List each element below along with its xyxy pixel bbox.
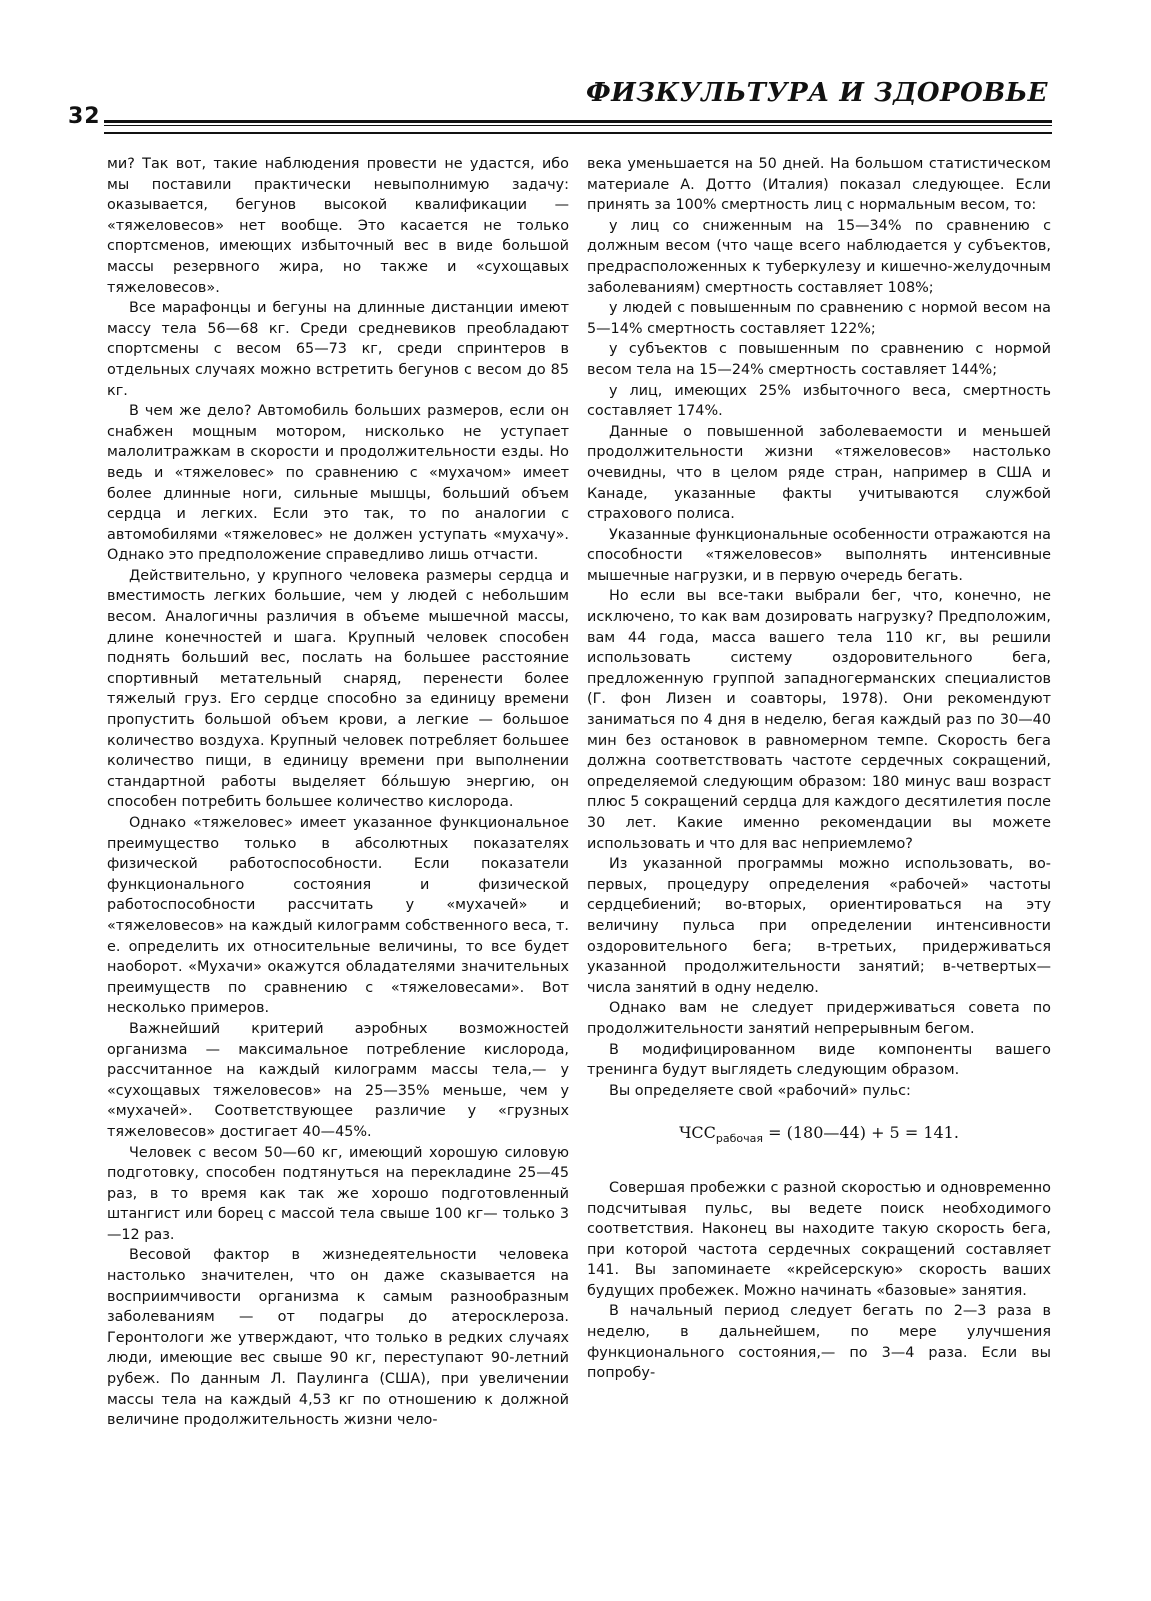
paragraph: у людей с повышенным по сравнению с нормой весом на 5—14% смертность составляет 122%; bbox=[587, 300, 1051, 337]
paragraph: Однако «тяжеловес» имеет указанное функциональное преимущество только в абсолютных показателях физической работоспособности. Если показатели функционального состояния и физической работоспособности рассчитать у «мухачей» и «тяжеловесов» на каждый килограмм собственного веса, т. е. определить их относительные величины, то все будет наоборот. «Мухачи» окажутся обладателями значительных преимуществ по сравнению с «тяжеловесами». Вот несколько примеров. bbox=[107, 815, 569, 1017]
formula-symbol: ЧСС bbox=[679, 1123, 716, 1143]
paragraph: ми? Так вот, такие наблюдения провести не удастся, ибо мы поставили практически невыполнимую задачу: оказывается, бегунов высокой квалификации — «тяжеловесов» нет вообще. Это касается не только спортсменов, имеющих избыточный вес в виде большой массы резервного жира, но также и «сухощавых тяжеловесов». bbox=[107, 156, 569, 296]
paragraph: Но если вы все-таки выбрали бег, что, конечно, не исключено, то как вам дозировать нагрузку? Предположим, вам 44 года, масса вашего тела 110 кг, вы решили использовать систему оздоровительного бега, предложенную группой западногерманских специалистов (Г. фон Лизен и соавторы, 1978). Они рекомендуют заниматься по 4 дня в неделю, бегая каждый раз по 30—40 мин без остановок в равномерном темпе. Скорость бега должна соответствовать частоте сердечных сокращений, определяемой следующим образом: 180 минус ваш возраст плюс 5 сокращений сердца для каждого десятилетия после 30 лет. Какие именно рекомендации вы можете использовать и что для вас неприемлемо? bbox=[587, 588, 1051, 852]
paragraph: Данные о повышенной заболеваемости и меньшей продолжительности жизни «тяжеловесов» настолько очевидны, что в целом ряде стран, например в США и Канаде, указанные факты учитываются службой страхового полиса. bbox=[587, 423, 1051, 523]
paragraph: В чем же дело? Автомобиль больших размеров, если он снабжен мощным мотором, нисколько не уступает малолитражкам в скорости и продолжительности езды. Но ведь и «тяжеловес» по сравнению с «мухачом» имеет более длинные ноги, сильные мышцы, больший объем сердца и легких. Если это так, то по аналогии с автомобилями «тяжеловес» не должен уступать «мухачу». Однако это предположение справедливо лишь отчасти. bbox=[107, 403, 569, 564]
header-rule bbox=[104, 120, 1052, 134]
right-column bbox=[587, 154, 1051, 1384]
page-header bbox=[68, 78, 1052, 134]
page-number: 32 bbox=[68, 104, 101, 129]
formula-subscript: рабочая bbox=[715, 1132, 764, 1146]
paragraph: Указанные функциональные особенности отражаются на способности «тяжеловесов» выполнять интенсивные мышечные нагрузки, и в первую очередь бегать. bbox=[587, 526, 1051, 584]
paragraph: Действительно, у крупного человека размеры сердца и вместимость легких большие, чем у людей с небольшим весом. Аналогичны различия в объеме мышечной массы, длине конечностей и шага. Крупный человек способен поднять больший вес, послать на большее расстояние спортивный метательный снаряд, перенести более тяжелый груз. Его сердце способно за единицу времени пропустить большой объем крови, а легкие — большое количество воздуха. Крупный человек потребляет большее количество пищи, в единицу времени при выполнении стандартной работы выделяет бо́льшую энергию, он способен потребить большее количество кислорода. bbox=[107, 567, 569, 811]
paragraph: у лиц, имеющих 25% избыточного веса, смертность составляет 174%. bbox=[587, 382, 1051, 420]
paragraph: Важнейший критерий аэробных возможностей организма — максимальное потребление кислорода, рассчитанное на каждый килограмм массы тела,— у «сухощавых тяжеловесов» на 25—35% меньше, чем у «мухачей». Соответствующее различие у «грузных тяжеловесов» достигает 40—45%. bbox=[107, 1020, 569, 1140]
paragraph: В модифицированном виде компоненты вашего тренинга будут выглядеть следующим образом. bbox=[587, 1041, 1051, 1079]
paragraph: у лиц со сниженным на 15—34% по сравнению с должным весом (что чаще всего наблюдается у субъектов, предрасположенных к туберкулезу и кишечно-желудочным заболеваниям) смертность составляет 108%; bbox=[587, 217, 1051, 296]
formula-expression: = (180—44) + 5 = 141. bbox=[763, 1123, 959, 1143]
running-title: ФИЗКУЛЬТУРА И ЗДОРОВЬЕ bbox=[586, 78, 1048, 108]
paragraph: века уменьшается на 50 дней. На большом статистическом материале А. Дотто (Италия) показал следующее. Если принять за 100% смертность лиц с нормальным весом, то: bbox=[587, 156, 1051, 214]
paragraph: у субъектов с повышенным по сравнению с нормой весом тела на 15—24% смертность составляет 144%; bbox=[587, 341, 1051, 378]
paragraph: Все марафонцы и бегуны на длинные дистанции имеют массу тела 56—68 кг. Среди средневиков преобладают спортсмены с весом 65—73 кг, среди спринтеров в отдельных случаях можно встретить бегунов с весом до 85 кг. bbox=[107, 300, 569, 399]
heart-rate-formula bbox=[587, 1123, 1051, 1150]
paragraph: Весовой фактор в жизнедеятельности человека настолько значителен, что он даже сказывается на восприимчивости организма к самым разнообразным заболеваниям — от подагры до атеросклероза. Геронтологи же утверждают, что только в редких случаях люди, имеющие вес свыше 90 кг, переступают 90-летний рубеж. По данным Л. Паулинга (США), при увеличении массы тела на каждый 4,53 кг по отношению к должной величине продолжительность жизни чело- bbox=[107, 1247, 569, 1429]
paragraph: Вы определяете свой «рабочий» пульс: bbox=[609, 1082, 911, 1099]
paragraph: Из указанной программы можно использовать, во-первых, процедуру определения «рабочей» частоты сердцебиений; во-вторых, ориентироваться на эту величину пульса при определении интенсивности оздоровительного бега; в-третьих, придерживаться указанной продолжительности занятий; в-четвертых— числа занятий в одну неделю. bbox=[587, 856, 1051, 996]
paragraph: В начальный период следует бегать по 2—3 раза в неделю, в дальнейшем, по мере улучшения функционального состояния,— по 3—4 раза. Если вы попробу- bbox=[587, 1303, 1051, 1382]
paragraph: Однако вам не следует придерживаться совета по продолжительности занятий непрерывным бегом. bbox=[587, 1000, 1051, 1037]
left-column bbox=[107, 154, 569, 1431]
paragraph: Человек с весом 50—60 кг, имеющий хорошую силовую подготовку, способен подтянуться на перекладине 25—45 раз, в то время как так же хорошо подготовленный штангист или борец с массой тела свыше 100 кг— только 3—12 раз. bbox=[107, 1144, 569, 1243]
paragraph: Совершая пробежки с разной скоростью и одновременно подсчитывая пульс, вы ведете поиск необходимого соответствия. Наконец вы находите такую скорость бега, при которой частота сердечных сокращений составляет 141. Вы запоминаете «крейсерскую» скорость ваших будущих пробежек. Можно начинать «базовые» занятия. bbox=[587, 1179, 1051, 1299]
